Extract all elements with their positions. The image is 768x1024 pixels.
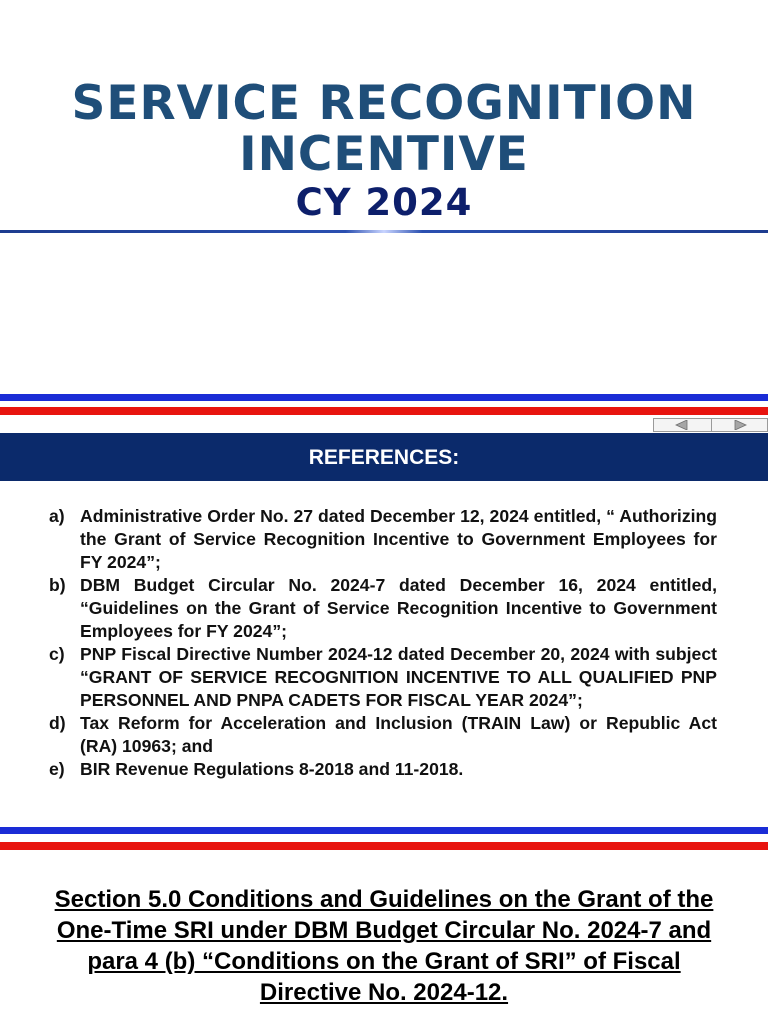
reference-marker: d): [49, 713, 66, 733]
reference-item: [49, 505, 717, 574]
reference-item: [49, 643, 717, 712]
reference-text: DBM Budget Circular No. 2024-7 dated December 16, 2024 entitled, “Guidelines on the Grant of Service Recognition Incentive to Government Employees for FY 2024”;: [80, 575, 717, 641]
reference-text: PNP Fiscal Directive Number 2024-12 dated December 20, 2024 with subject “GRANT OF SERVICE RECOGNITION INCENTIVE TO ALL QUALIFIED PNP PERSONNEL AND PNPA CADETS FOR FISCAL YEAR 2024”;: [80, 644, 717, 710]
triangle-left-icon[interactable]: [675, 420, 689, 430]
references-list: [49, 505, 717, 781]
section-heading: Section 5.0 Conditions and Guidelines on the Grant of the One-Time SRI under DBM Budget Circular No. 2024-7 and para 4 (b) “Conditions on the Grant of SRI” of Fiscal Directive No. 2024-12.: [54, 886, 714, 1006]
slide-subtitle: CY 2024: [295, 181, 473, 224]
reference-marker: c): [49, 644, 65, 664]
reference-marker: e): [49, 759, 65, 779]
stripe-red-top: [0, 407, 768, 415]
slide-nav-control: [653, 418, 768, 432]
reference-text: BIR Revenue Regulations 8-2018 and 11-2018.: [80, 759, 464, 779]
nav-divider: [711, 419, 712, 431]
title-slide: [0, 0, 768, 240]
stripe-blue-top: [0, 394, 768, 401]
reference-item: [49, 574, 717, 643]
references-banner: REFERENCES:: [0, 433, 768, 481]
reference-text: Administrative Order No. 27 dated December 12, 2024 entitled, “ Authorizing the Grant of Service Recognition Incentive to Government Employees for FY 2024”;: [80, 506, 717, 572]
title-divider: [0, 230, 768, 233]
triangle-right-icon[interactable]: [733, 420, 747, 430]
slide-title: SERVICE RECOGNITION INCENTIVE: [71, 76, 697, 182]
reference-text: Tax Reform for Acceleration and Inclusion (TRAIN Law) or Republic Act (RA) 10963; and: [80, 713, 717, 756]
stripe-red-bottom: [0, 842, 768, 850]
reference-item: [49, 712, 717, 758]
reference-marker: a): [49, 506, 65, 526]
reference-item: [49, 758, 717, 781]
stripe-blue-bottom: [0, 827, 768, 834]
reference-marker: b): [49, 575, 66, 595]
